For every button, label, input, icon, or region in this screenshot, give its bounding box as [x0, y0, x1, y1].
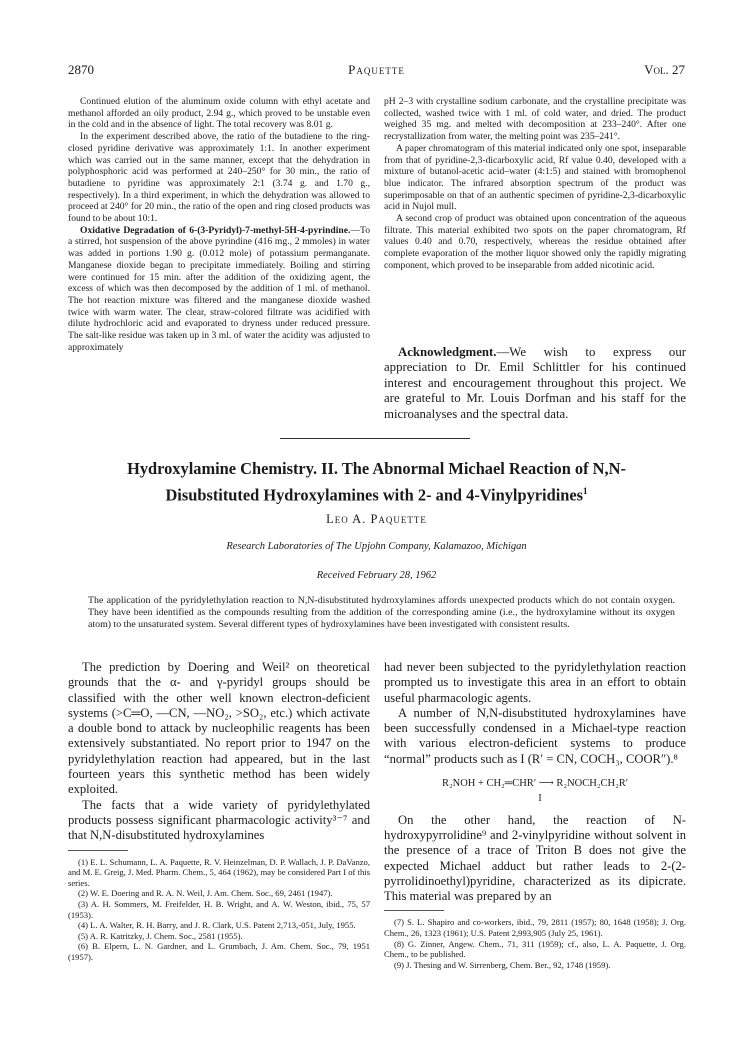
top-left-column	[68, 96, 370, 353]
section-heading: Oxidative Degradation of 6-(3-Pyridyl)-7-methyl-5H-4-pyrindine.	[80, 224, 351, 236]
article-title: Hydroxylamine Chemistry. II. The Abnormal Michael Reaction of N,N- Disubstituted Hydroxylamines with 2- and 4-Vinylpyridines$^1$	[127, 459, 626, 505]
footnote: (4) L. A. Walter, R. H. Barry, and J. R. Clark, U.S. Patent 2,713,-051, July, 1955.	[78, 920, 356, 931]
abstract: The application of the pyridylethylation reaction to N,N-disubstituted hydroxylamines affords unexpected products which do not contain oxygen. They have been identified as the compounds resulting from the addition of the corresponding amine (i.e., the hydroxylamine without its oxygen atom) to the unsaturated system. Several different types of hydroxylamines have been investigated with consistent results.	[88, 595, 675, 630]
footnote: (9) J. Thesing and W. Sirrenberg, Chem. Ber., 92, 1748 (1959).	[394, 959, 611, 970]
footnote: (6) B. Elpern, L. N. Gardner, and L. Grumbach, J. Am. Chem. Soc., 79, 1951 (1957).	[68, 941, 370, 962]
footnote: (7) S. L. Shapiro and co-workers, ibid., 79, 2811 (1957); 80, 1648 (1958); J. Org. Chem., 26, 1323 (1961); U.S. Patent 2,993,905 (July 25, 1961).	[384, 917, 686, 939]
footnotes-right	[384, 917, 686, 970]
running-title: Paquette	[348, 62, 405, 77]
section-divider	[280, 438, 470, 439]
body-right-column	[384, 660, 686, 970]
paragraph: A paper chromatogram of this material indicated only one spot, inseparable from that of pyridine-2,3-dicarboxylic acid, Rf value 0.40, developed with a mixture of butanol-acetic acid–water (4:1:5) and stained with bromophenol blue indicator. The infrared absorption spectrum of the product was superimposable on that of an authentic specimen of pyridine-2,3-dicarboxylic acid in Nujol mull.	[384, 142, 686, 213]
running-header	[68, 62, 685, 78]
reaction-equation: R₂NOH + CH₂═CHR′ ⟶ R₂NOCH₂CH₂R′ I	[384, 776, 686, 807]
volume-label: Vol. 27	[644, 62, 685, 77]
footnote: (8) G. Zinner, Angew. Chem., 71, 311 (1959); cf., also, L. A. Paquette, J. Org. Chem., to be published.	[384, 938, 686, 960]
author-name: Leo A. Paquette	[326, 512, 427, 526]
paragraph: A second crop of product was obtained upon concentration of the aqueous filtrate. This material exhibited two spots on the paper chromatogram, Rf values 0.40 and 0.70, respectively, whereas the residue obtained after complete evaporation of the mother liquor showed only the rapidly migrating component, which proved to be inseparable from added nicotinic acid.	[384, 213, 686, 271]
acknowledgment-heading: Acknowledgment.	[398, 345, 497, 359]
top-right-column	[384, 96, 686, 272]
paragraph: The facts that a wide variety of pyridylethylated products possess significant pharmacologic activity³⁻⁷ and that N,N-disubstituted hydroxylamines	[68, 797, 370, 843]
footnote: (1) E. L. Schumann, L. A. Paquette, R. V. Heinzelman, D. P. Wallach, J. P. DaVanzo, and M. E. Greig, J. Med. Pharm. Chem., 5, 464 (1962), may be considered Part I of this series.	[68, 856, 370, 888]
footnote: (2) W. E. Doering and R. A. N. Weil, J. Am. Chem. Soc., 69, 2461 (1947).	[78, 888, 333, 899]
footnotes-left	[68, 857, 370, 963]
paragraph: On the other hand, the reaction of N-hydroxypyrrolidine⁹ and 2-vinylpyridine without solvent in the presence of a trace of Triton B does not give the expected Michael adduct but rather leads to 2-(2-pyrrolidinoethyl)pyridine, characterized as its dipicrate. This material was prepared by an	[384, 812, 686, 904]
paragraph: Continued elution of the aluminum oxide column with ethyl acetate and methanol afforded an oily product, 2.94 g., which proved to be unstable even in the cold and in the absence of light. The total recovery was 8.01 g.	[68, 96, 370, 131]
body-left-column	[68, 660, 370, 963]
paragraph: Oxidative Degradation of 6-(3-Pyridyl)-7-methyl-5H-4-pyrindine.—To a stirred, hot suspension of the above pyrindine (416 mg., 2 mmoles) in water was added in portions 1.90 g. (0.012 mole) of potassium permanganate. Manganese dioxide began to precipitate immediately. Boiling and stirring were continued for 15 min. after the addition of the oxidizing agent, the excess of which was then decomposed by the addition of 1 ml. of methanol. The hot reaction mixture was filtered and the manganese dioxide washed twice with warm water. The clear, straw-colored filtrate was acidified with dilute hydrochloric acid and evaporated to dryness under reduced pressure. The salt-like residue was taken up in 3 ml. of water the acidity was adjusted to approximately	[68, 224, 370, 353]
footnote-rule	[68, 850, 128, 851]
paragraph: A number of N,N-disubstituted hydroxylamines have been successfully condensed in a Michael-type reaction with various electron-deficient systems to produce “normal” products such as I (R′ = CN, COCH₃, COOR″).⁸	[384, 705, 686, 766]
equation-label: I	[538, 793, 542, 805]
acknowledgment: Acknowledgment.—We wish to express our appreciation to Dr. Emil Schlittler for his continued interest and encouragement throughout this project. We are grateful to Mr. Louis Dorfman and his staff for the microanalyses and the spectral data.	[384, 345, 686, 421]
affiliation: Research Laboratories of The Upjohn Company, Kalamazoo, Michigan	[226, 541, 527, 552]
footnote: (5) A. R. Katritzky, J. Chem. Soc., 2581 (1955).	[78, 930, 243, 941]
paragraph: The prediction by Doering and Weil² on theoretical grounds that the α- and γ-pyridyl groups should be classified with the other well known electron-deficient systems (>C═O, —CN, —NO₂, >SO₂, etc.) which activate a double bond to attack by nucleophilic reagents has been extensively substantiated. No report prior to 1947 on the pyridylethylation reaction had appeared, but in the last fourteen years this synthetic method has been widely exploited.	[68, 660, 370, 797]
paragraph: In the experiment described above, the ratio of the butadiene to the ring-closed pyridine derivative was approximately 1:1. In another experiment which was carried out in the same manner, except that the dehydration in polyphosphoric acid was performed at 240–250° for 30 min., the ratio of butadiene to pyridine was approximately 2:1 (3.74 g. and 1.70 g., respectively). In a third experiment, in which the dehydration was allowed to proceed at 240° for 20 min., the ratio of the open and ring closed products was found to be about 10:1.	[68, 131, 370, 225]
footnote: (3) A. H. Sommers, M. Freifelder, H. B. Wright, and A. W. Weston, ibid., 75, 57 (1953).	[68, 898, 370, 920]
page-number: 2870	[68, 62, 94, 77]
paragraph: pH 2–3 with crystalline sodium carbonate, and the crystalline precipitate was collected, washed twice with 1 ml. of cold water, and dried. The product weighed 35 mg. and melted with decomposition at 233–240°. After one recrystallization from water, the melting point was 235–241°.	[384, 96, 686, 143]
paragraph: had never been subjected to the pyridylethylation reaction prompted us to investigate this area in an effort to obtain useful pharmacologic agents.	[384, 660, 686, 705]
footnote-rule	[384, 910, 444, 911]
received-date: Received February 28, 1962	[316, 570, 437, 581]
